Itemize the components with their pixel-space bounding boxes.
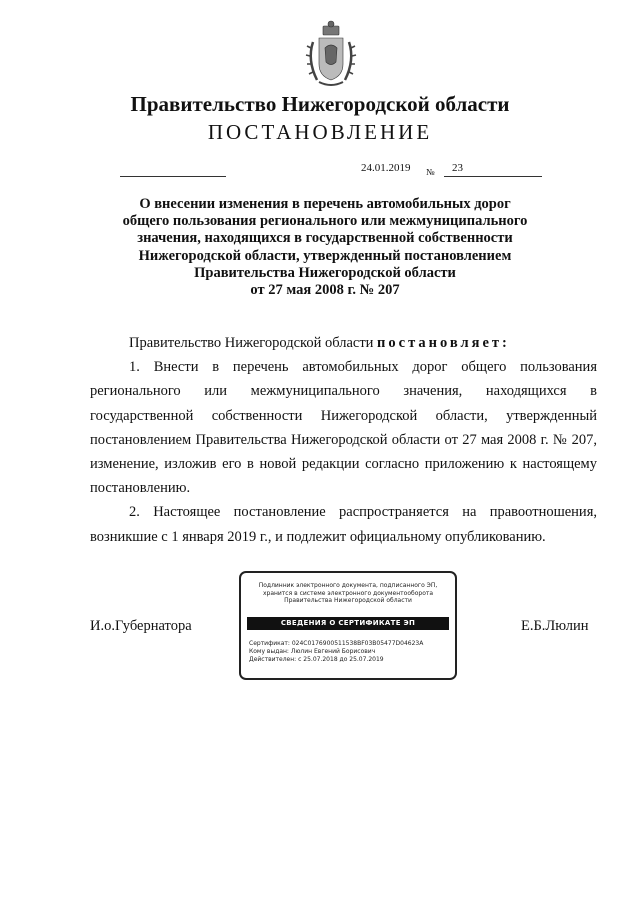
title-line: от 27 мая 2008 г. № 207 [250, 282, 400, 299]
signatory-role: И.о.Губернатора [90, 618, 192, 634]
stamp-certificate-header: СВЕДЕНИЯ О СЕРТИФИКАТЕ ЭП [247, 617, 449, 630]
title-line: Правительства Нижегородской области [194, 264, 456, 281]
clause-2: 2. Настоящее постановление распространяется на правоотношения, возникшие с 1 января 2019 г., и подлежит официальному опубликованию. [90, 504, 597, 545]
signatory-name: Е.Б.Люлин [521, 618, 589, 634]
title-line: Нижегородской области, утвержденный постановлением [138, 247, 512, 264]
title-line: О внесении изменения в перечень автомобильных дорог [139, 196, 511, 212]
stamp-notice [241, 582, 455, 605]
number-label: № [426, 167, 435, 177]
electronic-signature-stamp [239, 571, 457, 680]
document-body [90, 331, 597, 549]
title-line: общего пользования регионального или межмуниципального [122, 213, 528, 230]
document-number: 23 [452, 162, 463, 174]
stamp-validity: Действителен: с 25.07.2018 до 25.07.2019 [249, 656, 384, 664]
number-underline [444, 176, 542, 177]
stamp-notice-line: Правительства Нижегородской области [284, 597, 412, 605]
stamp-notice-line: Подлинник электронного документа, подписанного ЭП, [258, 582, 438, 589]
document-type: ПОСТАНОВЛЕНИЕ [207, 120, 433, 144]
stamp-issued-to: Кому выдан: Люлин Евгений Борисович [249, 648, 376, 656]
title-line: значения, находящихся в государственной собственности [137, 230, 513, 247]
document-date: 24.01.2019 [361, 162, 411, 174]
stamp-certificate-id: Сертификат: 024C0176900511538BF03B05477D04623A [249, 640, 424, 647]
preamble-text: Правительство Нижегородской области [129, 335, 378, 351]
stamp-notice-line: хранится в системе электронного документооборота [262, 589, 434, 597]
clause-1: 1. Внести в перечень автомобильных дорог общего пользования регионального или межмуниципального значения, находящихся в государственной собственности Нижегородской области, утвержденный постановлением Правительства Нижегородской области от 27 мая 2008 г. № 207, изменение, изложив его в новой редакции согласно приложению к настоящему постановлению. [90, 359, 597, 497]
preamble-verb: постановляет: [377, 335, 510, 351]
coat-of-arms-emblem [303, 20, 359, 90]
blank-line [120, 176, 226, 177]
preamble-paragraph [90, 331, 597, 355]
organization-name: Правительство Нижегородской области [130, 92, 510, 116]
document-title [90, 196, 560, 299]
stamp-certificate-details [249, 640, 423, 665]
